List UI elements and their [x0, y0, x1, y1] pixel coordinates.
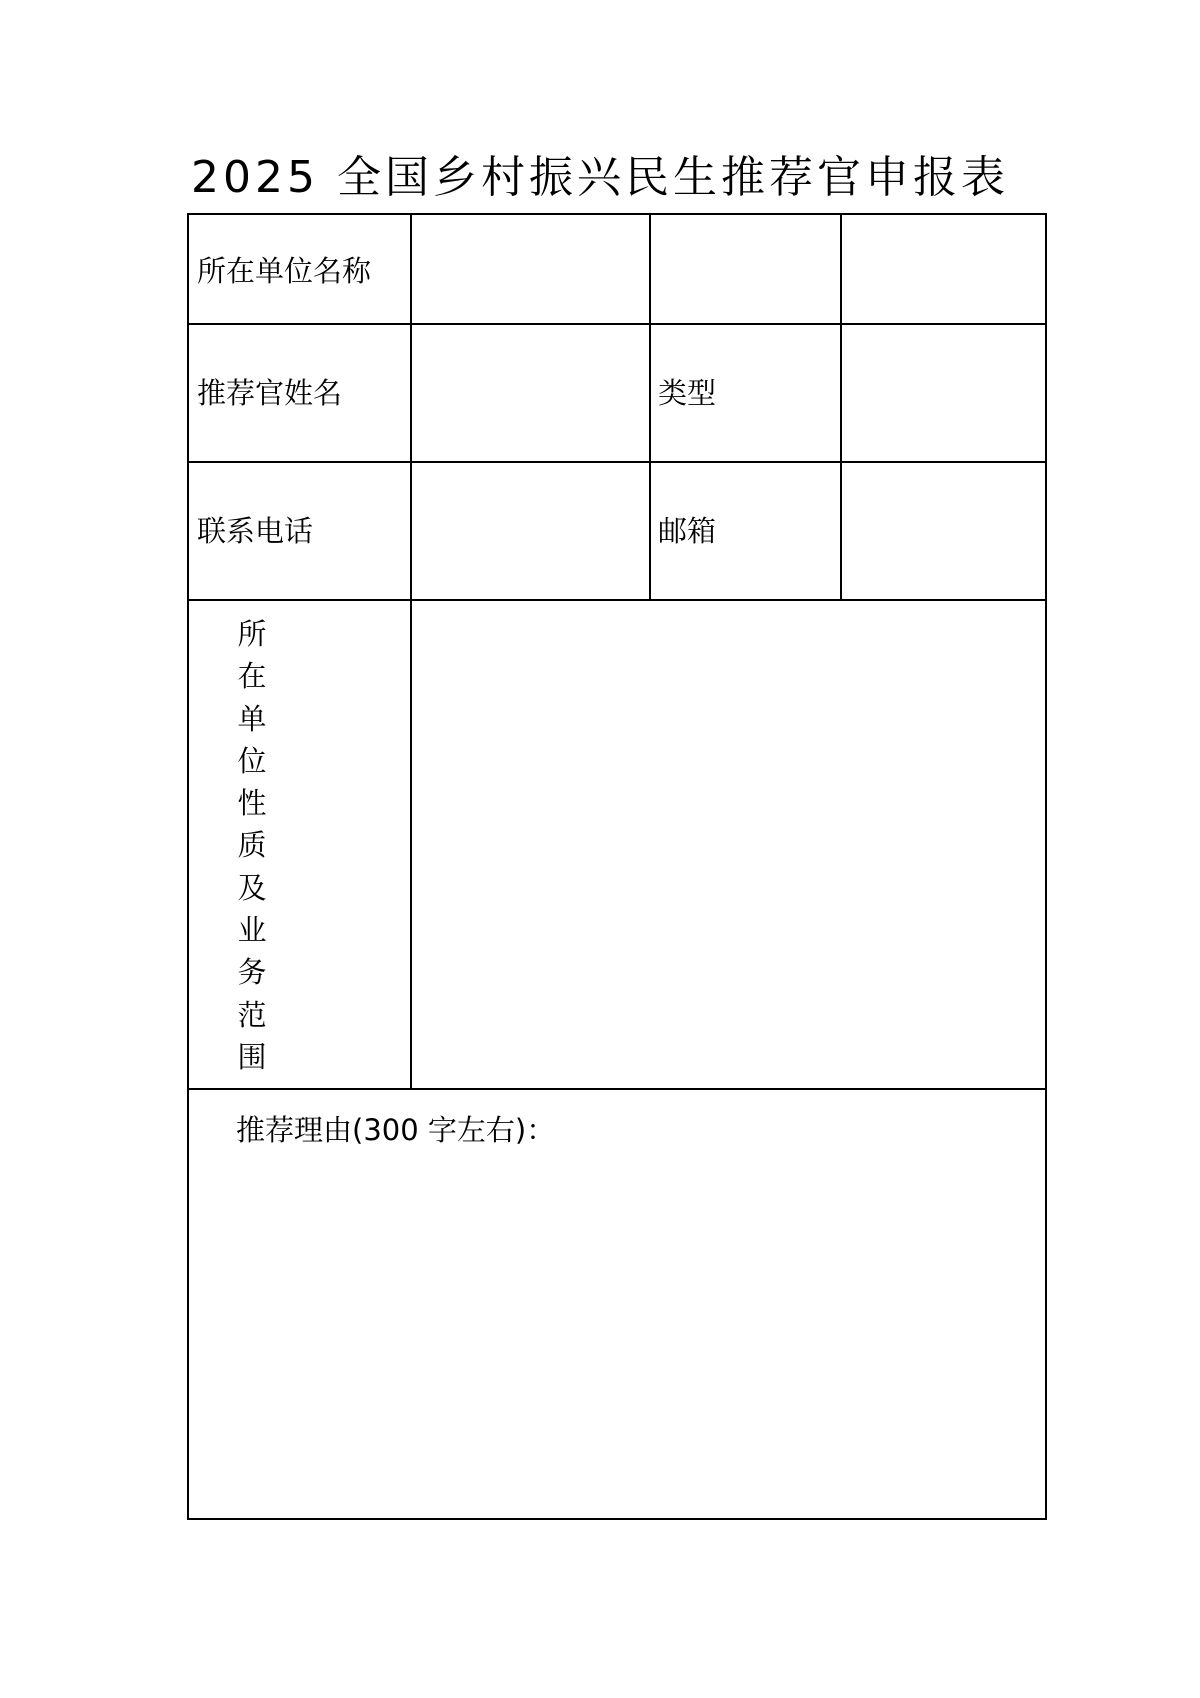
label-char: 所 [237, 617, 267, 651]
label-char: 性 [237, 786, 267, 821]
column-divider [649, 215, 651, 601]
label-char: 在 [237, 659, 267, 694]
type-label: 类型 [658, 376, 717, 410]
page-title: 2025 全国乡村振兴民生推荐官申报表 [191, 152, 1009, 203]
column-divider [410, 215, 412, 1090]
recommendation-reason-label: 推荐理由(300 字左右)： [236, 1113, 556, 1147]
label-char: 范 [237, 997, 267, 1032]
email-label: 邮箱 [658, 514, 717, 548]
label-char: 单 [237, 701, 267, 736]
label-char: 及 [237, 870, 267, 905]
recommender-name-label: 推荐官姓名 [197, 376, 343, 410]
phone-field[interactable] [413, 463, 649, 599]
label-char: 质 [237, 828, 267, 863]
column-divider [840, 215, 842, 601]
recommender-name-field[interactable] [413, 325, 649, 461]
row-divider [189, 1088, 1045, 1090]
label-char: 位 [237, 743, 267, 778]
label-char: 业 [237, 913, 267, 948]
label-char: 围 [237, 1039, 267, 1074]
application-form [187, 213, 1047, 1520]
type-field[interactable] [843, 325, 1045, 461]
phone-label: 联系电话 [197, 514, 314, 548]
unit-name-label: 所在单位名称 [197, 254, 372, 288]
unit-nature-scope-label [232, 613, 272, 1078]
unit-nature-scope-field[interactable] [413, 601, 1045, 1088]
row1-extra-field-1[interactable] [652, 215, 840, 323]
label-char: 务 [237, 955, 267, 990]
email-field[interactable] [843, 463, 1045, 599]
row1-extra-field-2[interactable] [843, 215, 1045, 323]
unit-name-field[interactable] [413, 215, 649, 323]
recommendation-reason-field[interactable] [189, 1155, 1045, 1518]
